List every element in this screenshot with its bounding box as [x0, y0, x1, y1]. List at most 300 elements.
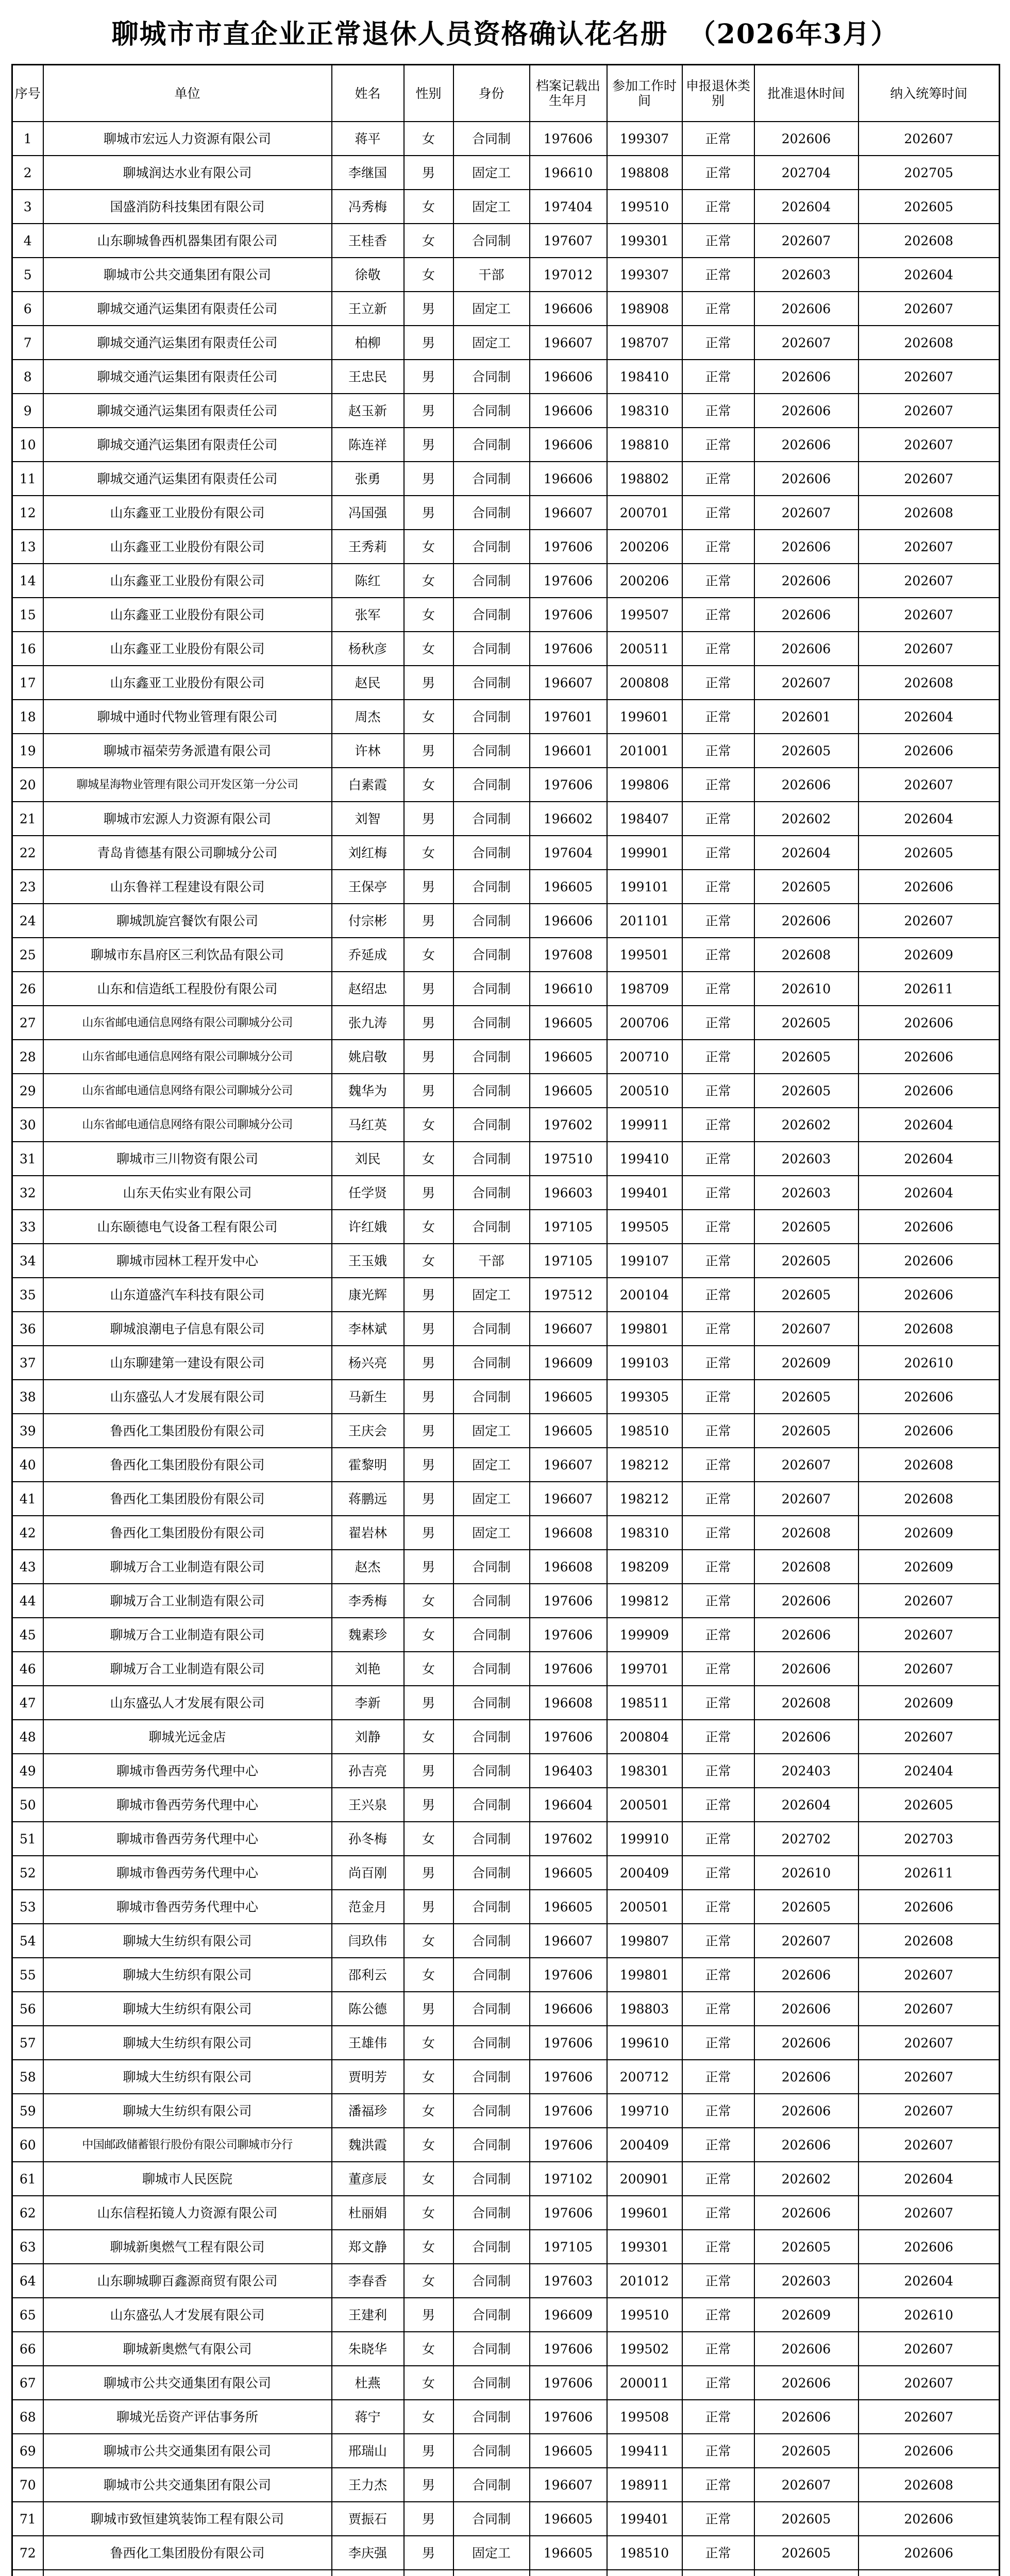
cell-work-start: 199301 — [607, 224, 682, 258]
table-row — [12, 836, 1000, 870]
cell-work-start: 198908 — [607, 292, 682, 326]
cell-birth: 197606 — [530, 2128, 607, 2162]
cell-identity: 合同制 — [453, 1754, 530, 1788]
cell-pooling: 202607 — [858, 564, 1000, 598]
cell-pooling: 202607 — [858, 530, 1000, 564]
cell-pooling: 202607 — [858, 2060, 1000, 2094]
cell-pooling: 202604 — [858, 700, 1000, 734]
cell-name: 潘福珍 — [332, 2094, 404, 2128]
cell-approved: 202607 — [754, 1312, 858, 1346]
cell-pooling: 202604 — [858, 1176, 1000, 1210]
cell-birth: 196607 — [530, 1482, 607, 1516]
table-row — [12, 1210, 1000, 1244]
cell-name: 杨兴亮 — [332, 1346, 404, 1380]
cell-unit: 山东道盛汽车科技有限公司 — [43, 1278, 332, 1312]
cell-pooling: 202606 — [858, 1244, 1000, 1278]
cell-retire-type: 正常 — [682, 632, 754, 666]
table-row — [12, 904, 1000, 938]
table-row — [12, 734, 1000, 768]
cell-retire-type: 正常 — [682, 1482, 754, 1516]
table-row — [12, 1550, 1000, 1584]
table-row — [12, 564, 1000, 598]
cell-pooling: 202606 — [858, 1006, 1000, 1040]
cell-pooling: 202609 — [858, 938, 1000, 972]
cell-unit: 聊城中通时代物业管理有限公司 — [43, 700, 332, 734]
cell-retire-type: 正常 — [682, 836, 754, 870]
cell-retire-type: 正常 — [682, 938, 754, 972]
cell-pooling: 202606 — [858, 870, 1000, 904]
cell-birth: 197602 — [530, 1108, 607, 1142]
cell-unit: 山东盛弘人才发展有限公司 — [43, 1686, 332, 1720]
cell-index: 44 — [12, 1584, 43, 1618]
cell-work-start: 200804 — [607, 1720, 682, 1754]
cell-retire-type: 正常 — [682, 1890, 754, 1924]
cell-approved: 202606 — [754, 394, 858, 428]
cell-work-start: 200409 — [607, 1856, 682, 1890]
cell-pooling: 202604 — [858, 2162, 1000, 2196]
cell-index: 46 — [12, 1652, 43, 1686]
cell-unit: 聊城润达水业有限公司 — [43, 156, 332, 190]
cell-gender: 男 — [404, 156, 453, 190]
cell-identity: 合同制 — [453, 1312, 530, 1346]
cell-name: 邢瑞山 — [332, 2434, 404, 2468]
col-header-index: 序号 — [12, 65, 43, 122]
table-row — [12, 1040, 1000, 1074]
cell-work-start: 199710 — [607, 2094, 682, 2128]
cell-name: 许林 — [332, 734, 404, 768]
cell-name: 李继国 — [332, 156, 404, 190]
cell-identity: 合同制 — [453, 2026, 530, 2060]
cell-retire-type: 正常 — [682, 462, 754, 496]
cell-work-start: 198709 — [607, 972, 682, 1006]
cell-identity: 固定工 — [453, 326, 530, 360]
cell-name: 刘静 — [332, 1720, 404, 1754]
cell-work-start: 199601 — [607, 2196, 682, 2230]
cell-retire-type: 正常 — [682, 1176, 754, 1210]
cell-retire-type: 正常 — [682, 2400, 754, 2434]
cell-pooling: 202607 — [858, 2332, 1000, 2366]
cell-unit: 山东信程拓镜人力资源有限公司 — [43, 2196, 332, 2230]
cell-gender: 男 — [404, 1516, 453, 1550]
cell-unit: 聊城市公共交通集团有限公司 — [43, 2468, 332, 2502]
cell-index: 29 — [12, 1074, 43, 1108]
cell-name: 赵玉新 — [332, 394, 404, 428]
cell-birth: 197404 — [530, 190, 607, 224]
cell-approved: 202704 — [754, 156, 858, 190]
cell-pooling: 202607 — [858, 904, 1000, 938]
cell-identity: 固定工 — [453, 156, 530, 190]
cell-retire-type: 正常 — [682, 1244, 754, 1278]
cell-gender: 女 — [404, 2094, 453, 2128]
cell-name: 周杰 — [332, 700, 404, 734]
cell-pooling: 202606 — [858, 1210, 1000, 1244]
cell-approved: 202607 — [754, 224, 858, 258]
cell-unit: 聊城市三川物资有限公司 — [43, 1142, 332, 1176]
cell-unit: 聊城浪潮电子信息有限公司 — [43, 1312, 332, 1346]
cell-retire-type: 正常 — [682, 1652, 754, 1686]
cell-unit: 聊城市鲁西劳务代理中心 — [43, 1822, 332, 1856]
table-row — [12, 1822, 1000, 1856]
cell-name: 翟岩林 — [332, 1516, 404, 1550]
cell-unit: 鲁西化工集团股份有限公司 — [43, 1516, 332, 1550]
cell-retire-type: 正常 — [682, 1040, 754, 1074]
table-row — [12, 870, 1000, 904]
cell-identity: 合同制 — [453, 2298, 530, 2332]
cell-work-start: 201012 — [607, 2264, 682, 2298]
col-header-work-start: 参加工作时间 — [607, 65, 682, 122]
cell-pooling: 202607 — [858, 2400, 1000, 2434]
cell-identity: 固定工 — [453, 1278, 530, 1312]
cell-pooling: 202608 — [858, 1312, 1000, 1346]
cell-birth: 196607 — [530, 666, 607, 700]
cell-retire-type: 正常 — [682, 1312, 754, 1346]
cell-work-start: 199610 — [607, 2026, 682, 2060]
cell-gender: 男 — [404, 2434, 453, 2468]
table-row — [12, 938, 1000, 972]
cell-pooling: 202604 — [858, 1142, 1000, 1176]
cell-gender: 男 — [404, 1380, 453, 1414]
cell-birth: 196610 — [530, 156, 607, 190]
cell-unit: 聊城大生纺织有限公司 — [43, 2060, 332, 2094]
cell-pooling: 202607 — [858, 1720, 1000, 1754]
cell-approved: 202609 — [754, 1346, 858, 1380]
cell-work-start: 199301 — [607, 2230, 682, 2264]
cell-identity: 合同制 — [453, 564, 530, 598]
cell-gender: 女 — [404, 530, 453, 564]
cell-name: 徐敬 — [332, 258, 404, 292]
cell-approved: 202605 — [754, 1074, 858, 1108]
cell-pooling: 202606 — [858, 2536, 1000, 2570]
cell-work-start: 200808 — [607, 666, 682, 700]
cell-name: 张九涛 — [332, 1006, 404, 1040]
cell-approved: 202606 — [754, 2128, 858, 2162]
cell-work-start: 198810 — [607, 428, 682, 462]
cell-work-start: 199502 — [607, 2332, 682, 2366]
cell-index: 55 — [12, 1958, 43, 1992]
cell-retire-type: 正常 — [682, 326, 754, 360]
cell-retire-type: 正常 — [682, 1550, 754, 1584]
cell-identity: 合同制 — [453, 870, 530, 904]
cell-unit: 聊城交通汽运集团有限责任公司 — [43, 326, 332, 360]
table-row — [12, 2162, 1000, 2196]
cell-work-start: 199801 — [607, 1958, 682, 1992]
cell-identity: 合同制 — [453, 360, 530, 394]
cell-unit: 聊城市宏源人力资源有限公司 — [43, 802, 332, 836]
cell-index: 65 — [12, 2298, 43, 2332]
cell-retire-type: 正常 — [682, 904, 754, 938]
cell-birth: 196606 — [530, 428, 607, 462]
cell-birth: 197512 — [530, 1278, 607, 1312]
cell-identity: 固定工 — [453, 190, 530, 224]
cell-approved: 202606 — [754, 1618, 858, 1652]
cell-work-start: 199307 — [607, 122, 682, 156]
cell-work-start: 199411 — [607, 2434, 682, 2468]
cell-retire-type: 正常 — [682, 122, 754, 156]
cell-work-start: 198310 — [607, 394, 682, 428]
cell-name: 魏洪霞 — [332, 2128, 404, 2162]
cell-name: 陈连祥 — [332, 428, 404, 462]
table-row — [12, 2400, 1000, 2434]
table-row — [12, 2094, 1000, 2128]
cell-index: 4 — [12, 224, 43, 258]
cell-index: 17 — [12, 666, 43, 700]
cell-approved: 202403 — [754, 1754, 858, 1788]
cell-unit: 山东和信造纸工程股份有限公司 — [43, 972, 332, 1006]
cell-pooling: 202607 — [858, 598, 1000, 632]
cell-birth: 196607 — [530, 1448, 607, 1482]
cell-name: 马红英 — [332, 1108, 404, 1142]
cell-pooling: 202703 — [858, 1822, 1000, 1856]
cell-approved: 202606 — [754, 598, 858, 632]
cell-identity: 合同制 — [453, 632, 530, 666]
cell-birth: 196607 — [530, 496, 607, 530]
cell-pooling: 202608 — [858, 666, 1000, 700]
cell-work-start: 199401 — [607, 2502, 682, 2536]
cell-work-start: 200510 — [607, 1074, 682, 1108]
cell-identity: 合同制 — [453, 1720, 530, 1754]
cell-gender: 男 — [404, 1686, 453, 1720]
table-row — [12, 1686, 1000, 1720]
cell-retire-type: 正常 — [682, 156, 754, 190]
col-header-gender: 性别 — [404, 65, 453, 122]
cell-work-start: 199701 — [607, 1652, 682, 1686]
cell-identity: 合同制 — [453, 1074, 530, 1108]
cell-name: 李新 — [332, 1686, 404, 1720]
col-header-retire-type: 申报退休类别 — [682, 65, 754, 122]
cell-pooling: 202609 — [858, 1550, 1000, 1584]
cell-identity: 干部 — [453, 1244, 530, 1278]
table-row — [12, 1516, 1000, 1550]
cell-retire-type: 正常 — [682, 2298, 754, 2332]
cell-gender: 男 — [404, 870, 453, 904]
cell-approved: 202605 — [754, 1006, 858, 1040]
cell-unit: 山东省邮电通信息网络有限公司聊城分公司 — [43, 1074, 332, 1108]
cell-gender: 男 — [404, 2536, 453, 2570]
cell-work-start: 200206 — [607, 530, 682, 564]
cell-birth: 197601 — [530, 700, 607, 734]
cell-identity: 合同制 — [453, 802, 530, 836]
cell-gender: 女 — [404, 1958, 453, 1992]
cell-unit: 聊城交通汽运集团有限责任公司 — [43, 462, 332, 496]
cell-name: 赵民 — [332, 666, 404, 700]
table-row — [12, 1482, 1000, 1516]
cell-identity: 合同制 — [453, 1108, 530, 1142]
cell-birth: 197606 — [530, 768, 607, 802]
cell-birth: 197105 — [530, 1210, 607, 1244]
cell-approved: 202608 — [754, 1516, 858, 1550]
cell-gender: 男 — [404, 1448, 453, 1482]
cell-birth — [530, 2570, 607, 2576]
cell-name: 王雄伟 — [332, 2026, 404, 2060]
cell-approved: 202606 — [754, 360, 858, 394]
cell-pooling: 202608 — [858, 1482, 1000, 1516]
cell-unit: 聊城交通汽运集团有限责任公司 — [43, 428, 332, 462]
cell-index: 10 — [12, 428, 43, 462]
cell-identity: 合同制 — [453, 836, 530, 870]
cell-identity: 合同制 — [453, 462, 530, 496]
cell-identity — [453, 2570, 530, 2576]
cell-approved: 202603 — [754, 258, 858, 292]
cell-approved: 202604 — [754, 1788, 858, 1822]
cell-index: 1 — [12, 122, 43, 156]
cell-index: 25 — [12, 938, 43, 972]
cell-identity: 合同制 — [453, 1142, 530, 1176]
cell-retire-type: 正常 — [682, 1210, 754, 1244]
cell-retire-type: 正常 — [682, 1516, 754, 1550]
cell-pooling: 202608 — [858, 2468, 1000, 2502]
cell-index: 6 — [12, 292, 43, 326]
cell-retire-type: 正常 — [682, 1414, 754, 1448]
cell-retire-type: 正常 — [682, 1686, 754, 1720]
cell-index: 20 — [12, 768, 43, 802]
cell-approved: 202606 — [754, 2332, 858, 2366]
cell-approved: 202605 — [754, 870, 858, 904]
cell-retire-type: 正常 — [682, 1924, 754, 1958]
cell-birth: 197606 — [530, 632, 607, 666]
col-header-birth: 档案记载出生年月 — [530, 65, 607, 122]
cell-gender: 男 — [404, 1006, 453, 1040]
cell-work-start: 199806 — [607, 768, 682, 802]
cell-birth: 197602 — [530, 1822, 607, 1856]
cell-identity: 合同制 — [453, 2060, 530, 2094]
cell-identity: 合同制 — [453, 768, 530, 802]
cell-approved: 202605 — [754, 2502, 858, 2536]
cell-gender: 男 — [404, 326, 453, 360]
table-row — [12, 1448, 1000, 1482]
cell-index: 2 — [12, 156, 43, 190]
cell-work-start: 198803 — [607, 1992, 682, 2026]
table-row — [12, 1652, 1000, 1686]
cell-retire-type: 正常 — [682, 1448, 754, 1482]
cell-name: 范金月 — [332, 1890, 404, 1924]
cell-name: 张勇 — [332, 462, 404, 496]
cell-work-start: 199807 — [607, 1924, 682, 1958]
table-row — [12, 1312, 1000, 1346]
cell-identity: 合同制 — [453, 598, 530, 632]
cell-name: 张军 — [332, 598, 404, 632]
cell-gender: 男 — [404, 1890, 453, 1924]
cell-identity: 合同制 — [453, 2400, 530, 2434]
cell-index: 27 — [12, 1006, 43, 1040]
cell-retire-type: 正常 — [682, 1856, 754, 1890]
cell-retire-type: 正常 — [682, 2060, 754, 2094]
table-row — [12, 2196, 1000, 2230]
cell-identity: 合同制 — [453, 1788, 530, 1822]
table-row — [12, 1176, 1000, 1210]
cell-gender: 女 — [404, 1108, 453, 1142]
table-row — [12, 1584, 1000, 1618]
cell-name: 白素霞 — [332, 768, 404, 802]
cell-approved: 202607 — [754, 1924, 858, 1958]
cell-work-start: 200710 — [607, 1040, 682, 1074]
cell-index: 62 — [12, 2196, 43, 2230]
cell-index: 67 — [12, 2366, 43, 2400]
table-row — [12, 2060, 1000, 2094]
cell-unit: 聊城市公共交通集团有限公司 — [43, 258, 332, 292]
cell-unit: 山东鑫亚工业股份有限公司 — [43, 564, 332, 598]
cell-identity: 合同制 — [453, 428, 530, 462]
cell-pooling: 202607 — [858, 462, 1000, 496]
cell-approved: 202606 — [754, 428, 858, 462]
cell-index: 40 — [12, 1448, 43, 1482]
cell-gender: 男 — [404, 2298, 453, 2332]
table-row — [12, 972, 1000, 1006]
cell-name: 刘智 — [332, 802, 404, 836]
cell-pooling: 202606 — [858, 1040, 1000, 1074]
table-row — [12, 1992, 1000, 2026]
cell-birth: 196605 — [530, 1040, 607, 1074]
cell-birth: 196605 — [530, 1856, 607, 1890]
cell-birth: 196607 — [530, 326, 607, 360]
cell-unit: 聊城大生纺织有限公司 — [43, 2026, 332, 2060]
cell-index: 3 — [12, 190, 43, 224]
table-row — [12, 2230, 1000, 2264]
cell-name: 蒋宁 — [332, 2400, 404, 2434]
cell-pooling: 202607 — [858, 1618, 1000, 1652]
cell-gender: 男 — [404, 1346, 453, 1380]
cell-index: 35 — [12, 1278, 43, 1312]
cell-birth: 196605 — [530, 1414, 607, 1448]
cell-retire-type: 正常 — [682, 2502, 754, 2536]
cell-approved: 202606 — [754, 768, 858, 802]
cell-index: 61 — [12, 2162, 43, 2196]
cell-work-start: 199801 — [607, 1312, 682, 1346]
cell-unit: 山东鲁祥工程建设有限公司 — [43, 870, 332, 904]
cell-unit: 山东鑫亚工业股份有限公司 — [43, 666, 332, 700]
cell-pooling: 202606 — [858, 2434, 1000, 2468]
cell-unit: 聊城市宏远人力资源有限公司 — [43, 122, 332, 156]
cell-name: 柏柳 — [332, 326, 404, 360]
cell-identity: 合同制 — [453, 1924, 530, 1958]
cell-name: 康光辉 — [332, 1278, 404, 1312]
cell-identity: 合同制 — [453, 224, 530, 258]
cell-identity: 合同制 — [453, 1346, 530, 1380]
cell-approved: 202602 — [754, 1108, 858, 1142]
cell-gender: 女 — [404, 836, 453, 870]
cell-pooling: 202404 — [858, 1754, 1000, 1788]
cell-unit: 鲁西化工集团股份有限公司 — [43, 1448, 332, 1482]
cell-unit: 鲁西化工集团股份有限公司 — [43, 1414, 332, 1448]
cell-gender: 女 — [404, 1210, 453, 1244]
cell-retire-type: 正常 — [682, 2536, 754, 2570]
cell-work-start: 198911 — [607, 2468, 682, 2502]
cell-name: 王建利 — [332, 2298, 404, 2332]
cell-unit: 聊城万合工业制造有限公司 — [43, 1652, 332, 1686]
cell-identity: 合同制 — [453, 2264, 530, 2298]
cell-pooling: 202607 — [858, 360, 1000, 394]
cell-work-start: 198212 — [607, 1482, 682, 1516]
cell-birth: 196604 — [530, 1788, 607, 1822]
cell-unit: 中国邮政储蓄银行股份有限公司聊城市分行 — [43, 2128, 332, 2162]
cell-work-start: 199910 — [607, 1822, 682, 1856]
cell-work-start: 199911 — [607, 1108, 682, 1142]
cell-unit: 山东颐德电气设备工程有限公司 — [43, 1210, 332, 1244]
cell-identity: 合同制 — [453, 1006, 530, 1040]
cell-work-start: 199307 — [607, 258, 682, 292]
cell-retire-type: 正常 — [682, 2230, 754, 2264]
cell-birth: 197606 — [530, 2026, 607, 2060]
cell-approved: 202608 — [754, 1550, 858, 1584]
cell-gender: 男 — [404, 734, 453, 768]
cell-work-start: 201101 — [607, 904, 682, 938]
cell-unit: 聊城大生纺织有限公司 — [43, 1958, 332, 1992]
cell-gender: 女 — [404, 938, 453, 972]
cell-birth: 197604 — [530, 836, 607, 870]
cell-index: 72 — [12, 2536, 43, 2570]
cell-birth: 197606 — [530, 1618, 607, 1652]
cell-index: 56 — [12, 1992, 43, 2026]
cell-name: 王忠民 — [332, 360, 404, 394]
